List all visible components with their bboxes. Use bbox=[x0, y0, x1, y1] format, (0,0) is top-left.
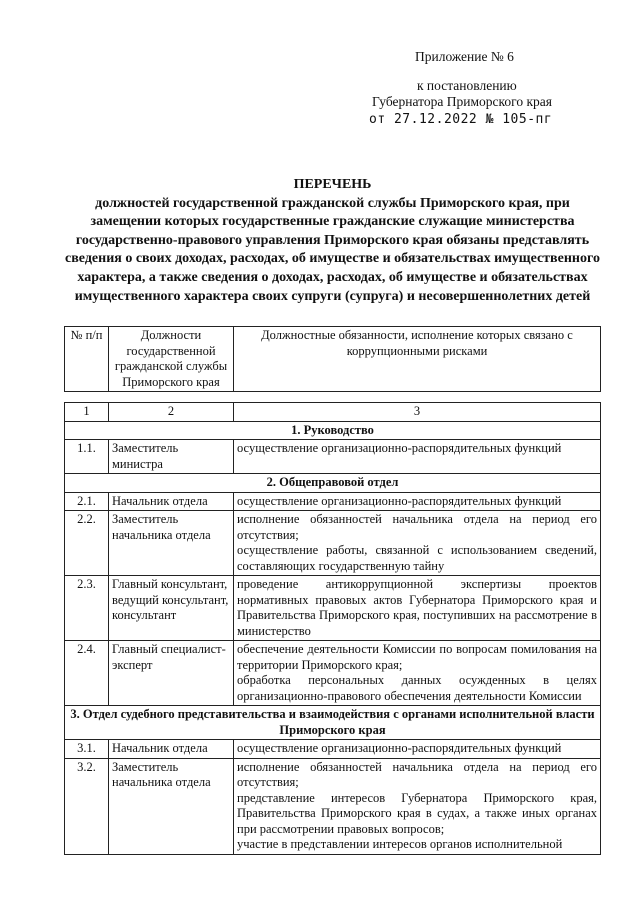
row-duties bbox=[234, 758, 601, 854]
row-number: 2.1. bbox=[65, 492, 109, 511]
row-number: 2.3. bbox=[65, 576, 109, 641]
duty-item: обработка персональных данных осужденных в целях организационно-правового обеспечения деятельности Комиссии bbox=[237, 673, 597, 703]
table-row bbox=[65, 440, 601, 474]
section-title-2: 2. Общеправовой отдел bbox=[65, 474, 601, 493]
row-duties bbox=[234, 576, 601, 641]
col-number-1: 1 bbox=[65, 403, 109, 422]
row-duties bbox=[234, 440, 601, 474]
table-header bbox=[64, 326, 601, 392]
document-title bbox=[60, 176, 605, 306]
duty-item: участие в представлении интересов органов исполнительной bbox=[237, 837, 563, 851]
section-row bbox=[65, 474, 601, 493]
header-col-position: Должности государственной гражданской службы Приморского края bbox=[109, 327, 234, 392]
row-duties bbox=[234, 641, 601, 706]
row-duties bbox=[234, 511, 601, 576]
section-row bbox=[65, 706, 601, 740]
positions-table bbox=[64, 402, 601, 855]
row-position: Заместитель министра bbox=[109, 440, 234, 474]
section-row bbox=[65, 421, 601, 440]
row-number: 3.2. bbox=[65, 758, 109, 854]
duty-item: обеспечение деятельности Комиссии по вопросам помилования на территории Приморского края; bbox=[237, 642, 597, 672]
row-number: 2.4. bbox=[65, 641, 109, 706]
row-number: 3.1. bbox=[65, 740, 109, 759]
row-position: Главный специалист-эксперт bbox=[109, 641, 234, 706]
row-duties bbox=[234, 740, 601, 759]
duty-item: осуществление организационно-распорядительных функций bbox=[237, 441, 562, 455]
row-position: Заместитель начальника отдела bbox=[109, 758, 234, 854]
row-position: Начальник отдела bbox=[109, 740, 234, 759]
duty-item: осуществление работы, связанной с использованием сведений, составляющих государственную тайну bbox=[237, 543, 597, 573]
row-position: Заместитель начальника отдела bbox=[109, 511, 234, 576]
col-number-3: 3 bbox=[234, 403, 601, 422]
duty-item: осуществление организационно-распорядительных функций bbox=[237, 741, 562, 755]
table-row bbox=[65, 511, 601, 576]
row-number: 1.1. bbox=[65, 440, 109, 474]
column-numbers-row bbox=[65, 403, 601, 422]
row-duties bbox=[234, 492, 601, 511]
duty-item: проведение антикоррупционной экспертизы проектов нормативных правовых актов Губернатора Приморского края и Правительства Приморского края, поступивших на рассмотрение в министерство bbox=[237, 577, 597, 638]
title-heading: ПЕРЕЧЕНЬ bbox=[293, 177, 372, 192]
row-position: Главный консультант, ведущий консультант, консультант bbox=[109, 576, 234, 641]
duty-item: представление интересов Губернатора Приморского края, Правительства Приморского края в судах, а также иных органах при рассмотрении правовых вопросов; bbox=[237, 790, 597, 836]
table-row bbox=[65, 740, 601, 759]
header-row bbox=[65, 327, 601, 392]
table-row bbox=[65, 576, 601, 641]
duty-item: осуществление организационно-распорядительных функций bbox=[237, 493, 562, 508]
table-row bbox=[65, 641, 601, 706]
annex-resolution: к постановлению bbox=[417, 78, 517, 93]
annex-date-number: от 27.12.2022 № 105-пг bbox=[369, 112, 553, 127]
annex-number: Приложение № 6 bbox=[415, 49, 514, 64]
col-number-2: 2 bbox=[109, 403, 234, 422]
table-row bbox=[65, 492, 601, 511]
section-title-3: 3. Отдел судебного представительства и взаимодействия с органами исполнительной власти Приморского края bbox=[65, 706, 601, 740]
row-number: 2.2. bbox=[65, 511, 109, 576]
header-col-number: № п/п bbox=[65, 327, 109, 392]
header-col-duties: Должностные обязанности, исполнение которых связано с коррупционными рисками bbox=[234, 327, 601, 392]
row-position: Начальник отдела bbox=[109, 492, 234, 511]
duty-item: исполнение обязанностей начальника отдела на период его отсутствия; bbox=[237, 759, 597, 789]
section-title-1: 1. Руководство bbox=[65, 421, 601, 440]
duty-item: исполнение обязанностей начальника отдела на период его отсутствия; bbox=[237, 512, 597, 542]
table-row bbox=[65, 758, 601, 854]
annex-governor: Губернатора Приморского края bbox=[372, 94, 552, 109]
title-text: должностей государственной гражданской службы Приморского края, при замещении которых государственные гражданские служащие министерства государственно-правового управления Приморского края обязаны представлять сведения о своих доходах, расходах, об имуществе и обязательствах имущественного характера, а также сведения о доходах, расходах, об имуществе и обязательствах имущественного характера своих супруги (супруга) и несовершеннолетних детей bbox=[65, 195, 600, 304]
